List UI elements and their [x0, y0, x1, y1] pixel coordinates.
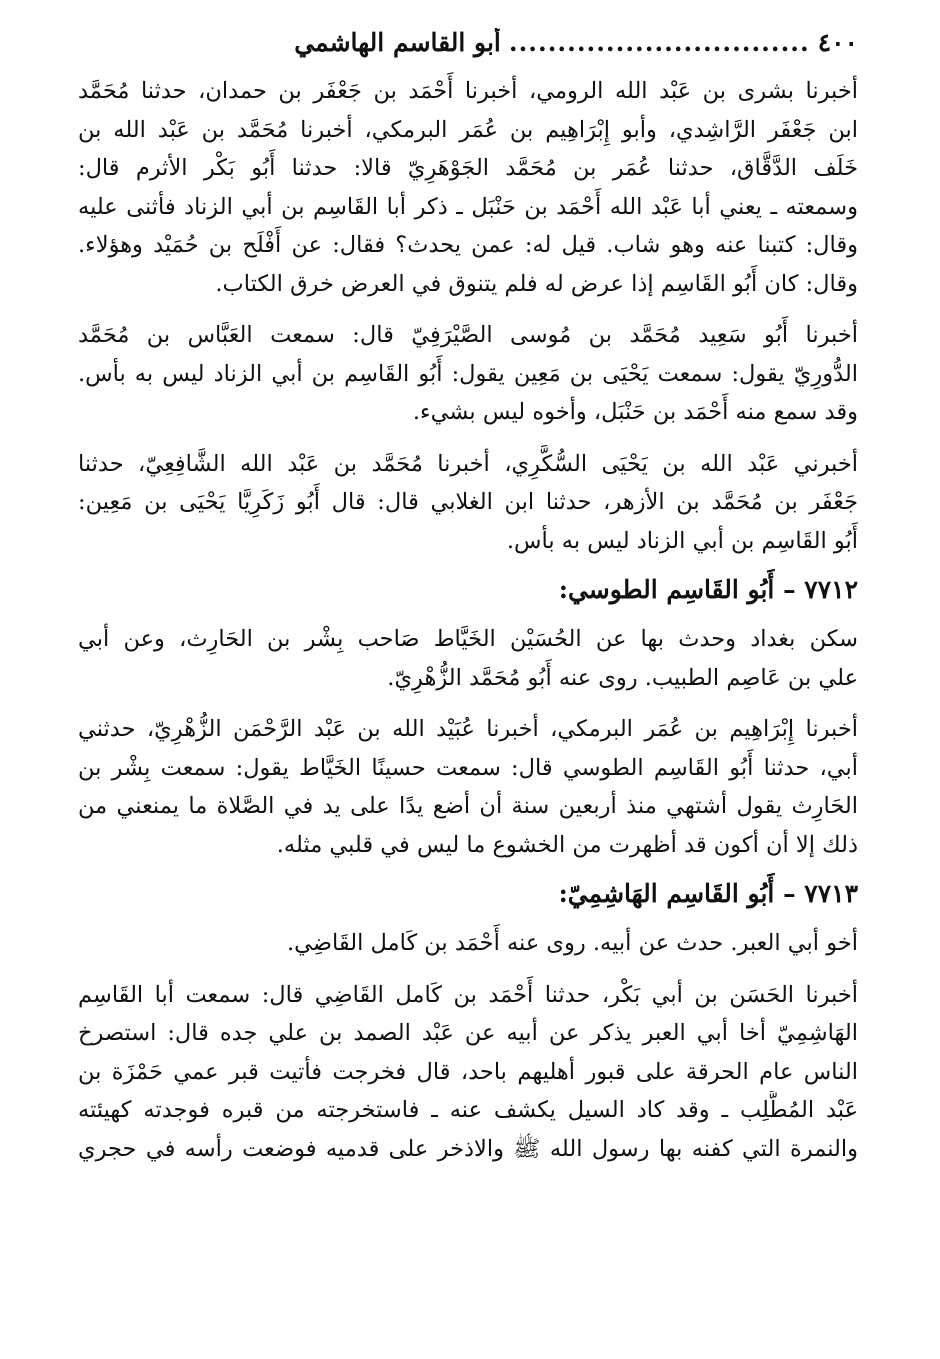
text-line: الدُّورِيّ يقول: سمعت يَحْيَى بن مَعِين يقول: أَبُو القَاسِم بن أبي الزناد ليس به بأس. [78, 360, 858, 387]
text-line: جَعْفَر بن مُحَمَّد بن الأزهر، حدثنا ابن الغلابي قال: قال أَبُو زَكَرِيَّا يَحْيَى بن مَعِين: [78, 489, 858, 515]
paragraph [78, 710, 858, 864]
running-title: أبو القاسم الهاشمي [294, 28, 501, 57]
text-line: أخو أبي العبر. حدث عن أبيه. روى عنه أَحْمَد بن كَامل القَاضِي. [286, 930, 858, 956]
text-line: وقال: كان أَبُو القَاسِم إذا عرض له فلم يتنوق في العرض خرق الكتاب. [215, 270, 858, 297]
entry-heading: ٧٧١٢ – أَبُو القَاسِم الطوسي: [558, 575, 858, 604]
text-line: أخبرنا بشرى بن عَبْد الله الرومي، أخبرنا أَحْمَد بن جَعْفَر بن حمدان، حدثنا مُحَمَّد [78, 78, 858, 104]
text-line: ذلك إلا أن أكون قد أظهرت من الخشوع ما ليس في قلبي مثله. [276, 831, 858, 858]
book-page [78, 28, 858, 1168]
paragraph [78, 316, 858, 432]
entry-heading: ٧٧١٣ – أَبُو القَاسِم الهَاشِمِيّ: [558, 879, 858, 908]
text-line: الناس عام الحرقة على قبور أهليهم باحد، قال فخرجت فأتيت قبر عمي حَمْزَة بن [78, 1058, 858, 1085]
text-line: وقال: كتبنا عنه وهو شاب. قيل له: عمن يحدث؟ فقال: عن أَفْلَح بن حُمَيْد وهؤلاء. [78, 232, 858, 258]
paragraph [78, 72, 858, 303]
paragraph [78, 924, 858, 963]
header-leader-dots: ............................... [508, 28, 810, 57]
paragraph [78, 445, 858, 561]
page-header [78, 28, 858, 72]
text-line: سكن بغداد وحدث بها عن الحُسَيْن الخَيَّاط صَاحب بِشْر بن الحَارِث، وعن أبي [78, 626, 858, 652]
text-line: أَبُو القَاسِم بن أبي الزناد ليس به بأس. [506, 527, 858, 554]
text-line: أبي، حدثنا أَبُو القَاسِم الطوسي قال: سمعت حسينًا الخَيَّاط يقول: سمعت بِشْر بن [78, 754, 858, 781]
text-line: أخبرنا إِبْرَاهِيم بن عُمَر البرمكي، أخبرنا عُبَيْد الله بن عَبْد الرَّحْمَن الزُّهْرِيّ، حدثني [78, 716, 858, 742]
text-line: وقد سمع منه أَحْمَد بن حَنْبَل، وأخوه ليس بشيء. [412, 399, 858, 425]
text-line: ابن جَعْفَر الرَّاشِدي، وأبو إِبْرَاهِيم بن عُمَر البرمكي، أخبرنا مُحَمَّد بن عَبْد الله بن [78, 116, 858, 143]
text-line: والنمرة التي كفنه بها رسول الله ﷺ والاذخر على قدميه فوضعت رأسه في حجري [78, 1135, 858, 1162]
text-line: أخبرني عَبْد الله بن يَحْيَى السُّكَّرِي، أخبرنا مُحَمَّد بن عَبْد الله الشَّافِعِيّ، حدثنا [78, 450, 858, 477]
text-line: أخبرنا أَبُو سَعِيد مُحَمَّد بن مُوسى الصَّيْرَفِيّ قال: سمعت العَبَّاس بن مُحَمَّد [78, 322, 858, 348]
text-line: وسمعته ـ يعني أبا عَبْد الله أَحْمَد بن حَنْبَل ـ ذكر أبا القَاسِم بن أبي الزناد فأثنى عليه [78, 193, 858, 220]
text-line: عَبْد المُطَّلِب ـ وقد كاد السيل يكشف عنه ـ فاستخرجته من قبره فوجدته كهيئته [78, 1097, 858, 1123]
text-line: علي بن عَاصِم الطبيب. روى عنه أَبُو مُحَمَّد الزُّهْرِيّ. [387, 664, 858, 691]
text-line: الحَارِث يقول أشتهي منذ أربعين سنة أن أضع يدًا على يد في الصَّلاة ما يمنعني من [78, 793, 858, 819]
text-line: خَلَف الدَّقَّاق، حدثنا عُمَر بن مُحَمَّد الجَوْهَرِيّ قالا: حدثنا أَبُو بَكْر الأثرم قال: [78, 155, 858, 181]
text-line: الهَاشِمِيّ أخا أبي العبر يذكر عن أبيه عن عَبْد الصمد بن علي جده قال: استصرخ [78, 1020, 858, 1046]
text-line: أخبرنا الحَسَن بن أبي بَكْر، حدثنا أَحْمَد بن كَامل القَاضِي قال: سمعت أبا القَاسِم [78, 981, 858, 1008]
page-number: ٤٠٠ [817, 28, 858, 57]
paragraph [78, 976, 858, 1169]
paragraph [78, 620, 858, 697]
